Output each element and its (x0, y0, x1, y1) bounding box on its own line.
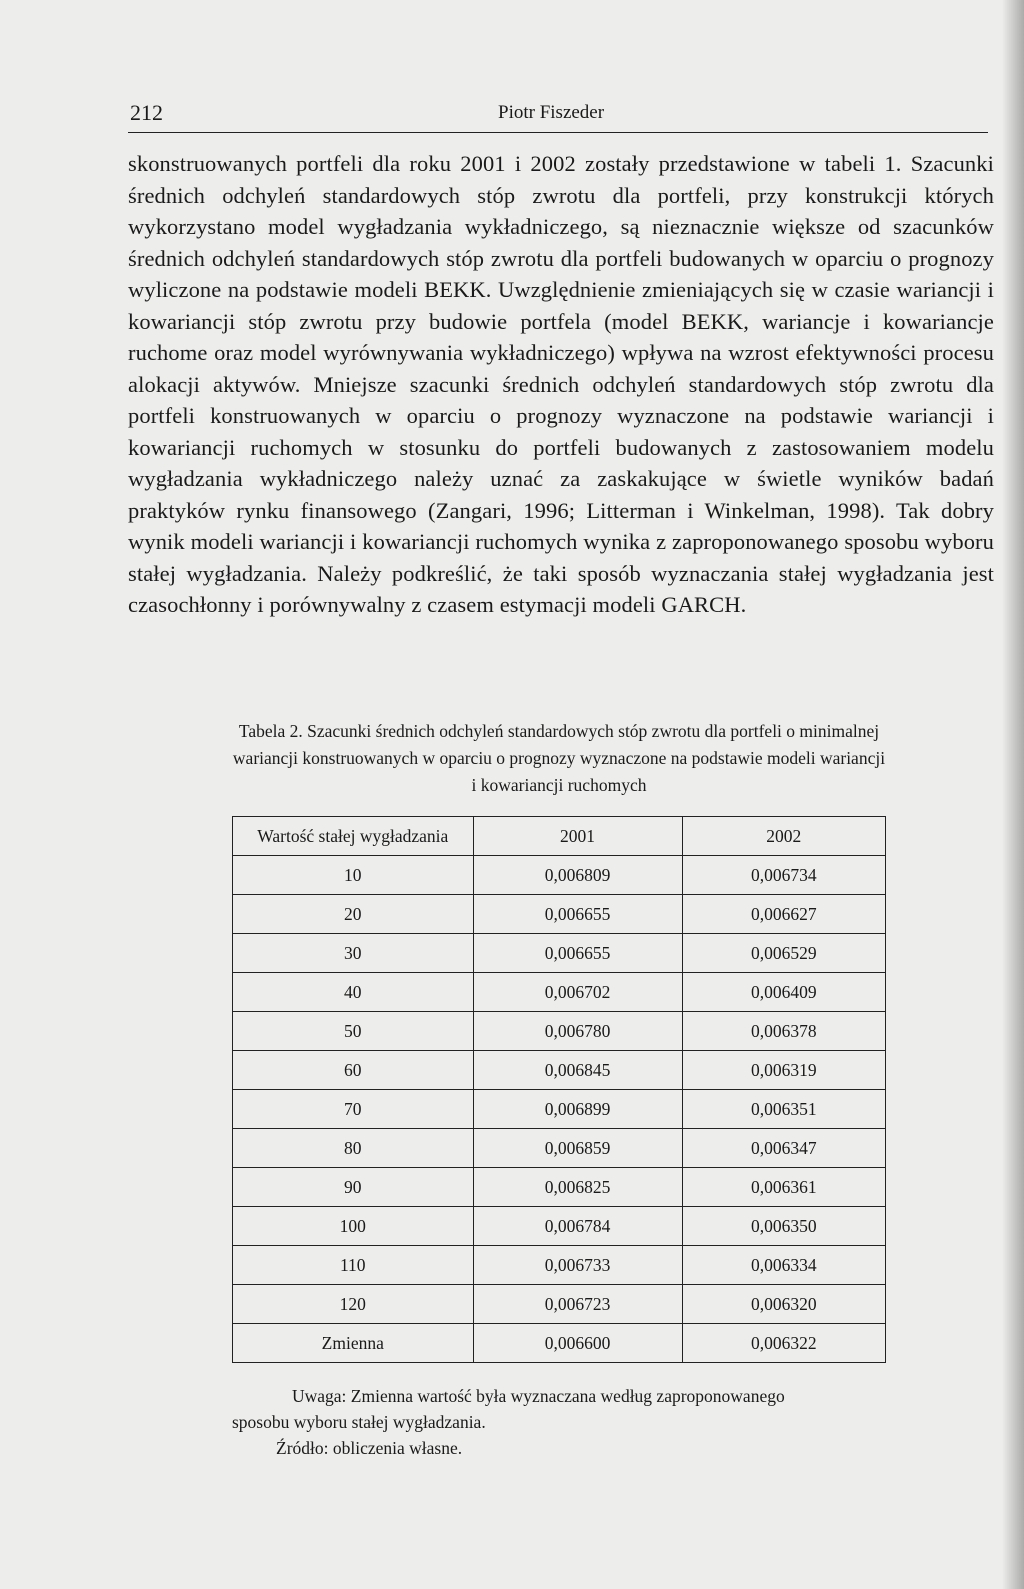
cell-2002: 0,006627 (682, 895, 885, 934)
cell-smoothing-constant: 90 (233, 1168, 474, 1207)
page-number: 212 (130, 100, 163, 125)
cell-smoothing-constant: 40 (233, 973, 474, 1012)
cell-2001: 0,006655 (473, 934, 682, 973)
table-notes (232, 1383, 886, 1461)
cell-2001: 0,006784 (473, 1207, 682, 1246)
page-header (128, 98, 988, 133)
table-row (233, 856, 886, 895)
table-row (233, 973, 886, 1012)
table-row (233, 934, 886, 973)
cell-2001: 0,006733 (473, 1246, 682, 1285)
cell-smoothing-constant: 100 (233, 1207, 474, 1246)
table-row (233, 1090, 886, 1129)
cell-smoothing-constant: 50 (233, 1012, 474, 1051)
cell-2002: 0,006322 (682, 1324, 885, 1363)
cell-2002: 0,006409 (682, 973, 885, 1012)
table-row (233, 1051, 886, 1090)
table-row (233, 895, 886, 934)
cell-smoothing-constant: 110 (233, 1246, 474, 1285)
cell-2002: 0,006347 (682, 1129, 885, 1168)
cell-smoothing-constant: 20 (233, 895, 474, 934)
body-paragraph: skonstruowanych portfeli dla roku 2001 i 2002 zostały przedstawione w tabeli 1. Szacunki średnich odchyleń standardowych stóp zwrotu dla portfeli, przy konstrukcji których wykorzystano model wygładzania wykładniczego, są nieznacznie większe od szacunków średnich odchyleń standardowych stóp zwrotu dla portfeli budowanych w oparciu o prognozy wyliczone na podstawie modeli BEKK. Uwzględnienie zmieniających się w czasie wariancji i kowariancji stóp zwrotu przy budowie portfela (model BEKK, wariancje i kowariancje ruchome oraz model wyrównywania wykładniczego) wpływa na wzrost efektywności procesu alokacji aktywów. Mniejsze szacunki średnich odchyleń standardowych stóp zwrotu dla portfeli konstruowanych w oparciu o prognozy wyznaczone na podstawie wariancji i kowariancji ruchomych w stosunku do portfeli budowanych z zastosowaniem modelu wygładzania wykładniczego należy uznać za zaskakujące w świetle wyników badań praktyków rynku finansowego (Zangari, 1996; Litterman i Winkelman, 1998). Tak dobry wynik modeli wariancji i kowariancji ruchomych wynika z zaproponowanego sposobu wyboru stałej wygładzania. Należy podkreślić, że taki sposób wyznaczania stałej wygładzania jest czasochłonny i porównywalny z czasem estymacji modeli GARCH. (128, 151, 994, 617)
cell-smoothing-constant: 10 (233, 856, 474, 895)
cell-2002: 0,006350 (682, 1207, 885, 1246)
table-row (233, 1207, 886, 1246)
cell-2001: 0,006859 (473, 1129, 682, 1168)
cell-smoothing-constant: 120 (233, 1285, 474, 1324)
cell-2001: 0,006809 (473, 856, 682, 895)
cell-2001: 0,006825 (473, 1168, 682, 1207)
cell-2001: 0,006702 (473, 973, 682, 1012)
cell-2001: 0,006845 (473, 1051, 682, 1090)
cell-smoothing-constant: 70 (233, 1090, 474, 1129)
table-row (233, 1285, 886, 1324)
note-line: Uwaga: Zmienna wartość była wyznaczana według zaproponowanego (292, 1386, 785, 1406)
cell-2002: 0,006529 (682, 934, 885, 973)
table-caption: Tabela 2. Szacunki średnich odchyleń standardowych stóp zwrotu dla portfeli o minimalnej wariancji konstruowanych w oparciu o prognozy wyznaczone na podstawie modeli wariancji i kowariancji ruchomych (232, 721, 886, 795)
table-row (233, 1012, 886, 1051)
cell-smoothing-constant: 60 (233, 1051, 474, 1090)
cell-2002: 0,006378 (682, 1012, 885, 1051)
cell-2002: 0,006320 (682, 1285, 885, 1324)
table-row (233, 1168, 886, 1207)
page-edge-shadow (1002, 0, 1024, 1589)
cell-2002: 0,006319 (682, 1051, 885, 1090)
cell-2001: 0,006600 (473, 1324, 682, 1363)
source-line: Źródło: obliczenia własne. (276, 1438, 463, 1458)
cell-2002: 0,006361 (682, 1168, 885, 1207)
table-row (233, 1324, 886, 1363)
cell-2001: 0,006723 (473, 1285, 682, 1324)
running-head-author: Piotr Fiszeder (498, 102, 605, 123)
cell-2002: 0,006734 (682, 856, 885, 895)
header-cell-2001: 2001 (473, 817, 682, 856)
note-line: sposobu wyboru stałej wygładzania. (232, 1412, 486, 1432)
cell-2002: 0,006334 (682, 1246, 885, 1285)
header-cell-smoothing-constant: Wartość stałej wygładzania (233, 817, 474, 856)
table-row (233, 1129, 886, 1168)
cell-smoothing-constant: Zmienna (233, 1324, 474, 1363)
cell-smoothing-constant: 30 (233, 934, 474, 973)
cell-2001: 0,006899 (473, 1090, 682, 1129)
cell-2001: 0,006780 (473, 1012, 682, 1051)
header-cell-2002: 2002 (682, 817, 885, 856)
cell-2002: 0,006351 (682, 1090, 885, 1129)
data-table (232, 816, 886, 1363)
table-row (233, 1246, 886, 1285)
cell-smoothing-constant: 80 (233, 1129, 474, 1168)
table-header-row (233, 817, 886, 856)
cell-2001: 0,006655 (473, 895, 682, 934)
